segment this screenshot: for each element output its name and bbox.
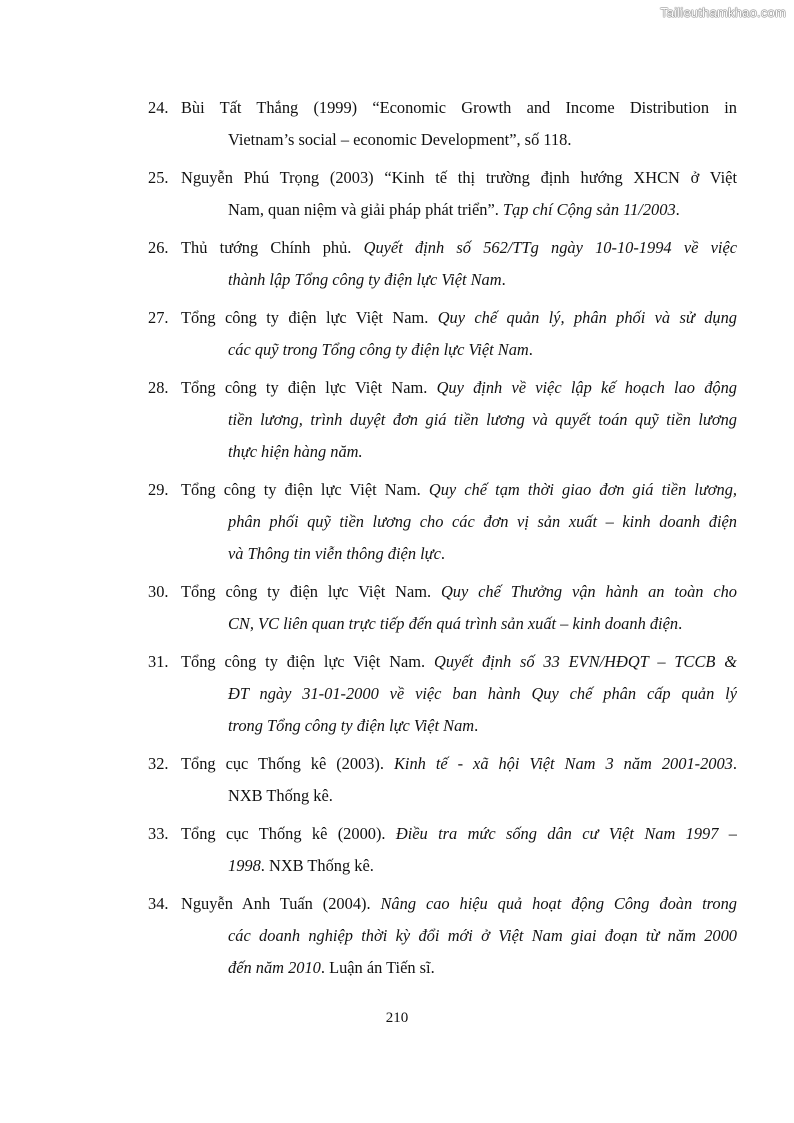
reference-line <box>148 748 737 780</box>
reference-line <box>148 780 737 812</box>
reference-line <box>148 404 737 436</box>
reference-number: 33. <box>148 824 169 843</box>
reference-item <box>148 92 737 156</box>
italic-text: CN, VC liên quan trực tiếp đến quá trình sản xuất – kinh doanh điện <box>228 614 679 633</box>
reference-number: 29. <box>148 480 169 499</box>
italic-text: các doanh nghiệp thời kỳ đổi mới ở Việt Nam giai đoạn từ năm 2000 <box>228 926 737 945</box>
italic-text: thành lập Tổng công ty điện lực Việt Nam <box>228 270 502 289</box>
reference-line <box>148 678 737 710</box>
reference-number: 32. <box>148 754 169 773</box>
text-segment: . <box>474 716 479 735</box>
watermark: Tailieuthamkhao.com <box>660 5 786 20</box>
reference-line <box>148 162 737 194</box>
italic-text: Nâng cao hiệu quả hoạt động Công đoàn trong <box>380 894 737 913</box>
reference-line <box>148 646 737 678</box>
italic-text: các quỹ trong Tổng công ty điện lực Việt Nam <box>228 340 529 359</box>
reference-item <box>148 646 737 742</box>
reference-line <box>148 372 737 404</box>
text-segment: . <box>675 200 680 219</box>
text-segment: Thủ tướng Chính phủ. <box>181 238 364 257</box>
reference-line <box>148 92 737 124</box>
reference-list <box>148 92 737 984</box>
italic-text: Quy định về việc lập kế hoạch lao động <box>436 378 737 397</box>
text-segment: Nguyễn Phú Trọng (2003) “Kinh tế thị trường định hướng XHCN ở Việt <box>181 168 737 187</box>
reference-line <box>148 474 737 506</box>
reference-item <box>148 232 737 296</box>
italic-text: Điều tra mức sống dân cư Việt Nam 1997 – <box>395 824 737 843</box>
reference-number: 34. <box>148 894 169 913</box>
italic-text: Tạp chí Cộng sản 11/2003 <box>502 200 676 219</box>
reference-line <box>148 608 737 640</box>
reference-item <box>148 748 737 812</box>
reference-item <box>148 162 737 226</box>
italic-text: Quy chế Thưởng vận hành an toàn cho <box>440 582 737 601</box>
text-segment: NXB Thống kê. <box>228 786 333 805</box>
text-segment: Tổng cục Thống kê (2000). <box>181 824 396 843</box>
reference-number: 31. <box>148 652 169 671</box>
text-segment: . <box>501 270 506 289</box>
text-segment: Tổng công ty điện lực Việt Nam. <box>181 378 437 397</box>
reference-line <box>148 506 737 538</box>
italic-text: 1998 <box>228 856 261 875</box>
italic-text: và Thông tin viễn thông điện lực <box>228 544 441 563</box>
text-segment: Vietnam’s social – economic Development”, số 118. <box>228 130 572 149</box>
reference-number: 28. <box>148 378 169 397</box>
reference-line <box>148 436 737 468</box>
text-segment: Tổng công ty điện lực Việt Nam. <box>181 480 429 499</box>
text-segment: Tổng công ty điện lực Việt Nam. <box>181 652 435 671</box>
text-segment: . <box>732 754 737 773</box>
reference-item <box>148 888 737 984</box>
reference-line <box>148 334 737 366</box>
page-number: 210 <box>385 1010 409 1026</box>
italic-text: Quy chế quản lý, phân phối và sử dụng <box>437 308 737 327</box>
text-segment: Nam, quan niệm và giải pháp phát triển”. <box>228 200 503 219</box>
reference-line <box>148 194 737 226</box>
text-segment: Nguyễn Anh Tuấn (2004). <box>181 894 381 913</box>
italic-text: ĐT ngày 31-01-2000 về việc ban hành Quy chế phân cấp quản lý <box>228 684 737 703</box>
text-segment: . <box>678 614 683 633</box>
text-segment: Tổng công ty điện lực Việt Nam. <box>181 582 441 601</box>
reference-line <box>148 576 737 608</box>
italic-text: tiền lương, trình duyệt đơn giá tiền lương và quyết toán quỹ tiền lương <box>228 410 737 429</box>
reference-number: 24. <box>148 98 169 117</box>
italic-text: phân phối quỹ tiền lương cho các đơn vị sản xuất – kinh doanh điện <box>228 512 737 531</box>
reference-line <box>148 850 737 882</box>
reference-line <box>148 818 737 850</box>
text-segment: . NXB Thống kê. <box>260 856 374 875</box>
reference-item <box>148 818 737 882</box>
italic-text: trong Tổng công ty điện lực Việt Nam <box>228 716 475 735</box>
reference-number: 27. <box>148 308 169 327</box>
text-segment: . Luận án Tiến sĩ. <box>320 958 435 977</box>
reference-line <box>148 920 737 952</box>
reference-number: 30. <box>148 582 169 601</box>
text-segment: Bùi Tất Thắng (1999) “Economic Growth and Income Distribution in <box>181 98 737 117</box>
italic-text: Quyết định số 33 EVN/HĐQT – TCCB & <box>434 652 737 671</box>
reference-number: 25. <box>148 168 169 187</box>
text-segment: Tổng cục Thống kê (2003). <box>181 754 394 773</box>
reference-line <box>148 302 737 334</box>
text-segment: Tổng công ty điện lực Việt Nam. <box>181 308 438 327</box>
text-segment: . <box>440 544 445 563</box>
text-segment: . <box>528 340 533 359</box>
reference-item <box>148 576 737 640</box>
reference-line <box>148 124 737 156</box>
reference-item <box>148 302 737 366</box>
italic-text: Quy chế tạm thời giao đơn giá tiền lương, <box>428 480 737 499</box>
reference-item <box>148 372 737 468</box>
reference-line <box>148 710 737 742</box>
reference-line <box>148 888 737 920</box>
italic-text: Quyết định số 562/TTg ngày 10-10-1994 về việc <box>363 238 737 257</box>
italic-text: đến năm 2010 <box>228 958 321 977</box>
reference-line <box>148 538 737 570</box>
reference-number: 26. <box>148 238 169 257</box>
italic-text: Kinh tế - xã hội Việt Nam 3 năm 2001-2003 <box>393 754 733 773</box>
reference-line <box>148 264 737 296</box>
reference-item <box>148 474 737 570</box>
reference-line <box>148 952 737 984</box>
italic-text: thực hiện hàng năm. <box>228 442 363 461</box>
reference-line <box>148 232 737 264</box>
